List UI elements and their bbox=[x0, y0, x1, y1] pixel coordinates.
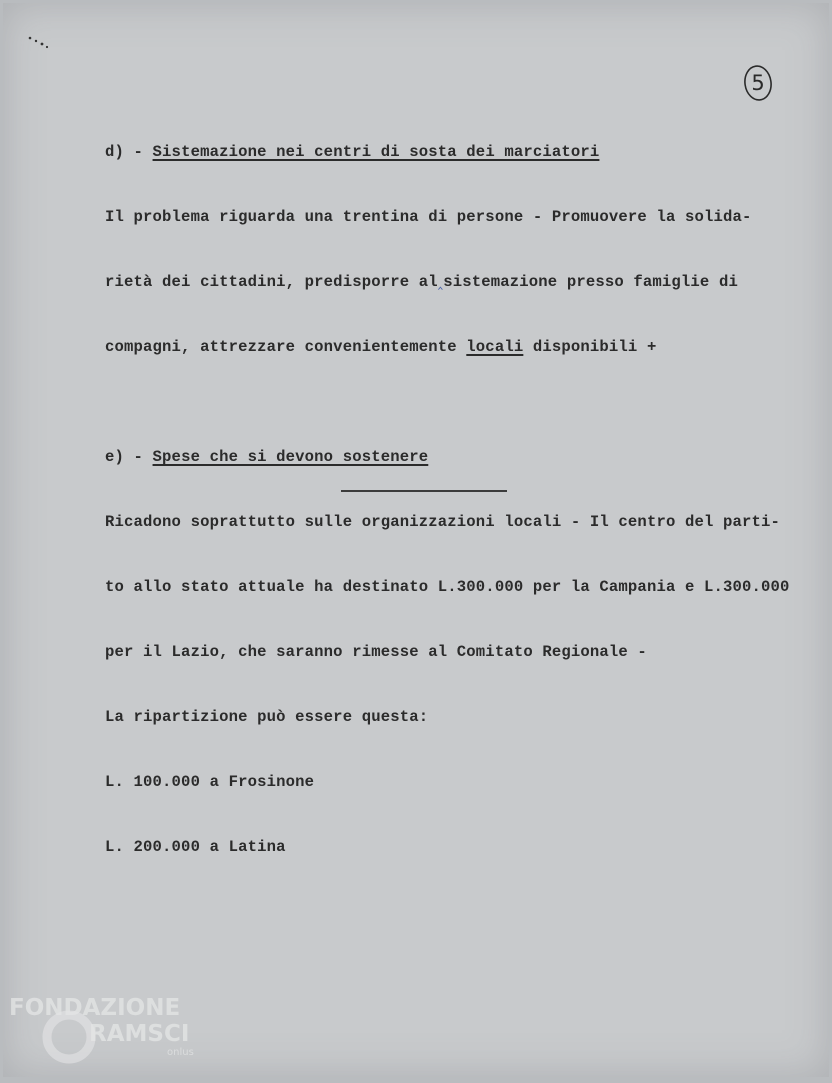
section-e-line-1: Ricadono soprattutto sulle organizzazioni locali - Il centro del parti- bbox=[105, 513, 781, 531]
svg-text:FONDAZIONE: FONDAZIONE bbox=[9, 995, 181, 1021]
document-body bbox=[105, 102, 805, 898]
svg-text:onlus: onlus bbox=[167, 1047, 194, 1058]
document-page bbox=[3, 3, 829, 1077]
fondazione-gramsci-watermark bbox=[7, 991, 217, 1071]
section-e-line-6: L. 200.000 a Latina bbox=[105, 838, 286, 856]
section-d-line-3-end: disponibili + bbox=[523, 338, 657, 356]
svg-text:RAMSCI: RAMSCI bbox=[89, 1021, 190, 1047]
section-d-line-3 bbox=[105, 333, 805, 362]
section-e-line-5: L. 100.000 a Frosinone bbox=[105, 773, 315, 791]
section-e-title: Spese che si devono sostenere bbox=[152, 448, 429, 466]
page-number bbox=[741, 63, 775, 103]
section-e-line-4: La ripartizione può essere questa: bbox=[105, 708, 429, 726]
ink-speck-mark bbox=[27, 35, 49, 49]
section-d-line-1: Il problema riguarda una trentina di persone - Promuovere la solida- bbox=[105, 208, 752, 226]
section-d-line-2 bbox=[105, 268, 805, 297]
handwritten-insertion-caret: ‸ bbox=[437, 273, 444, 291]
page-number-value: 5 bbox=[751, 71, 765, 95]
underlined-word-locali: locali bbox=[466, 338, 524, 356]
section-e-line-3: per il Lazio, che saranno rimesse al Comitato Regionale - bbox=[105, 643, 647, 661]
section-d-title: Sistemazione nei centri di sosta dei marciatori bbox=[152, 143, 600, 161]
section-d-heading bbox=[105, 138, 805, 167]
section-d-line-2-end: sistemazione presso famiglie di bbox=[443, 273, 738, 291]
section-d-marker: d) - bbox=[105, 143, 153, 161]
section-e-heading bbox=[105, 443, 805, 472]
section-e-marker: e) - bbox=[105, 448, 153, 466]
section-e-line-2: to allo stato attuale ha destinato L.300.000 per la Campania e L.300.000 bbox=[105, 578, 790, 596]
section-d-line-3-start: compagni, attrezzare convenientemente bbox=[105, 338, 467, 356]
section-d-line-2-start: rietà dei cittadini, predisporre al bbox=[105, 273, 438, 291]
closing-rule-divider bbox=[341, 490, 507, 492]
watermark-logo-graphic bbox=[7, 991, 217, 1071]
